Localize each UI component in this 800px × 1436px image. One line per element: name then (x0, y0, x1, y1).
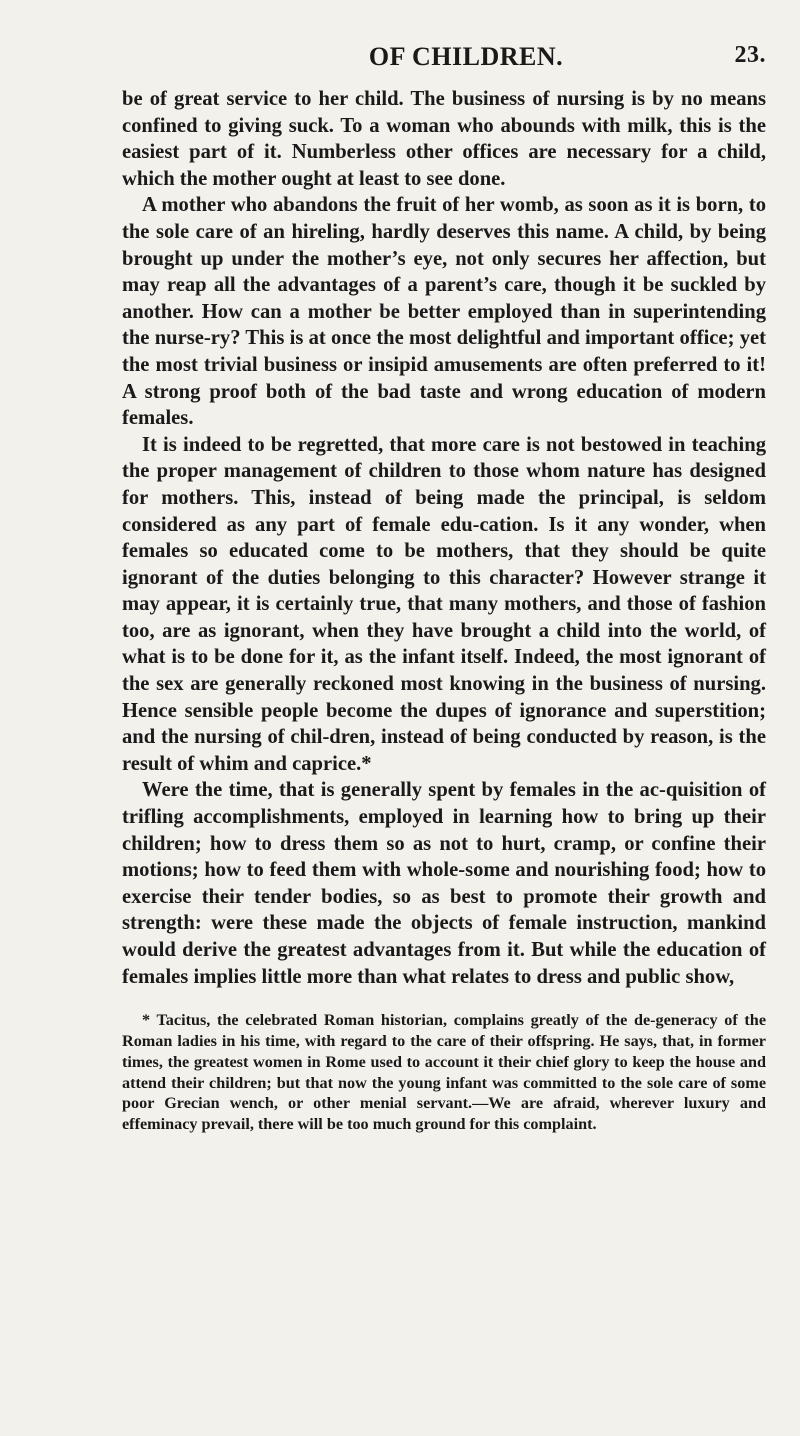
paragraph-regretted: It is indeed to be regretted, that more care is not bestowed in teaching the proper management of children to those whom nature has designed for mothers. This, instead of being made the principal, is seldom considered as any part of female edu-cation. Is it any wonder, when females so educated come to be mothers, that they should be quite ignorant of the duties belonging to this character? However strange it may appear, it is certainly true, that many mothers, and those of fashion too, are as ignorant, when they have brought a child into the world, of what is to be done for it, as the infant itself. Indeed, the most ignorant of the sex are generally reckoned most knowing in the business of nursing. Hence sensible people become the dupes of ignorance and superstition; and the nursing of chil-dren, instead of being conducted by reason, is the result of whim and caprice.* (122, 433, 766, 775)
running-title: OF CHILDREN. (368, 42, 564, 71)
paragraph-female-instruction: Were the time, that is generally spent by females in the ac-quisition of trifling accomplishments, employed in learning how to bring up their children; how to dress them so as not to hurt, cramp, or confine their motions; how to feed them with whole-some and nourishing food; how to exercise their tender bodies, so as best to promote their growth and strength: were these made the objects of female instruction, mankind would derive the greatest advantages from it. But while the education of females implies little more than what relates to dress and public show, (122, 779, 766, 988)
body-text (122, 86, 766, 990)
running-head (122, 36, 766, 86)
footnote-text: * Tacitus, the celebrated Roman historian, complains greatly of the de-generacy of the Roman ladies in his time, with regard to the care of their offspring. He says, that, in former times, the greatest women in Rome used to account it their chief glory to keep the house and attend their children; but that now the young infant was committed to the sole care of some poor Grecian wench, or other menial servant.—We are afraid, wherever luxury and effeminacy prevail, there will be too much ground for this complaint. (122, 1011, 766, 1134)
paragraph-mother-abandons: A mother who abandons the fruit of her womb, as soon as it is born, to the sole care of an hireling, hardly deserves this name. A child, by being brought up under the mother’s eye, not only secures her affection, but may reap all the advantages of a parent’s care, though it be suckled by another. How can a mother be better employed than in superintending the nurse-ry? This is at once the most delightful and important office; yet the most trivial business or insipid amusements are often preferred to it! A strong proof both of the bad taste and wrong education of modern females. (122, 194, 766, 430)
paragraph-continuation: be of great service to her child. The business of nursing is by no means confined to giving suck. To a woman who abounds with milk, this is the easiest part of it. Numberless other offices are necessary for a child, which the mother ought at least to see done. (122, 88, 766, 190)
page-number: 23. (734, 42, 766, 68)
footnote (122, 1010, 766, 1135)
